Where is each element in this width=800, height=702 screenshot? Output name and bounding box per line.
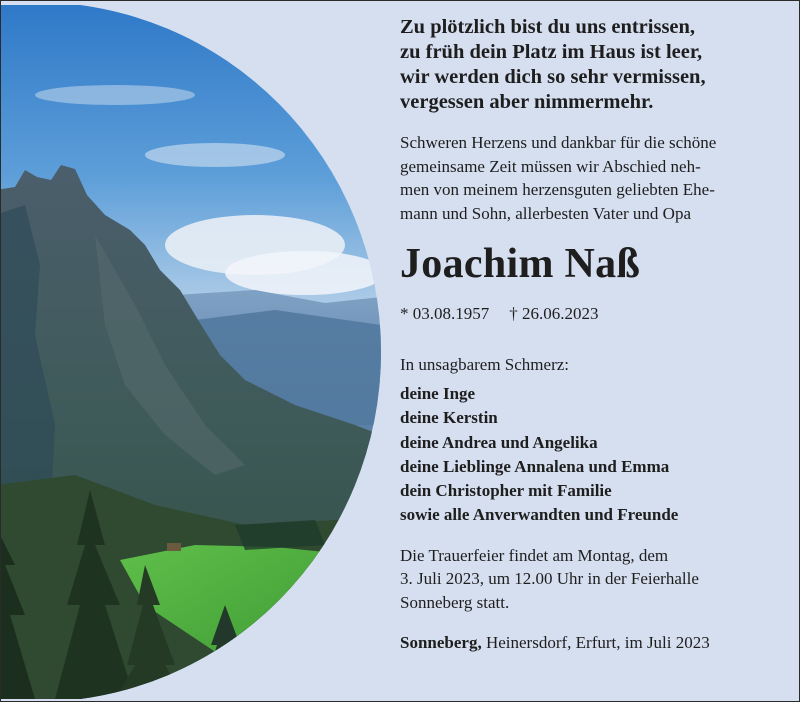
intro-text: [400, 131, 790, 225]
funeral-notice: [400, 544, 790, 615]
deceased-name: Joachim Naß: [400, 241, 641, 287]
birth-date: * 03.08.1957: [400, 304, 490, 323]
intro-line: mann und Sohn, allerbesten Vater und Opa: [400, 203, 691, 223]
mourner-item: deine Inge: [400, 384, 476, 403]
life-dates: [400, 303, 790, 325]
mourner-item: deine Andrea und Angelika: [400, 432, 598, 452]
intro-line: gemeinsame Zeit müssen wir Abschied neh-: [400, 156, 701, 176]
mourner-item: sowie alle Anverwandten und Freunde: [400, 505, 679, 525]
mountain-landscape-photo: [0, 5, 381, 699]
poem-line: vergessen aber nimmermehr.: [400, 91, 654, 113]
poem-line: zu früh dein Platz im Haus ist leer,: [400, 41, 703, 63]
mourner-item: deine Lieblinge Annalena und Emma: [400, 456, 670, 476]
funeral-line: 3. Juli 2023, um 12.00 Uhr in der Feierhalle: [400, 569, 699, 589]
mourners-list: [400, 382, 790, 528]
funeral-line: Die Trauerfeier findet am Montag, dem: [400, 545, 669, 565]
place-rest: Heinersdorf, Erfurt, im Juli 2023: [481, 633, 710, 653]
mourners-label: In unsagbarem Schmerz:: [400, 355, 569, 374]
death-date: † 26.06.2023: [509, 304, 599, 323]
poem: [400, 15, 790, 115]
place-bold: Sonneberg,: [400, 633, 482, 653]
funeral-line: Sonneberg statt.: [400, 592, 510, 612]
place-and-date: [400, 631, 790, 654]
poem-line: wir werden dich so sehr vermissen,: [400, 66, 706, 88]
obituary-text: [400, 15, 790, 654]
mourner-item: deine Kerstin: [400, 408, 498, 428]
intro-line: men von meinem herzensguten geliebten Ehe-: [400, 180, 715, 199]
intro-line: Schweren Herzens und dankbar für die schöne: [400, 133, 717, 152]
mourner-item: dein Christopher mit Familie: [400, 481, 612, 501]
poem-line: Zu plötzlich bist du uns entrissen,: [400, 16, 696, 38]
